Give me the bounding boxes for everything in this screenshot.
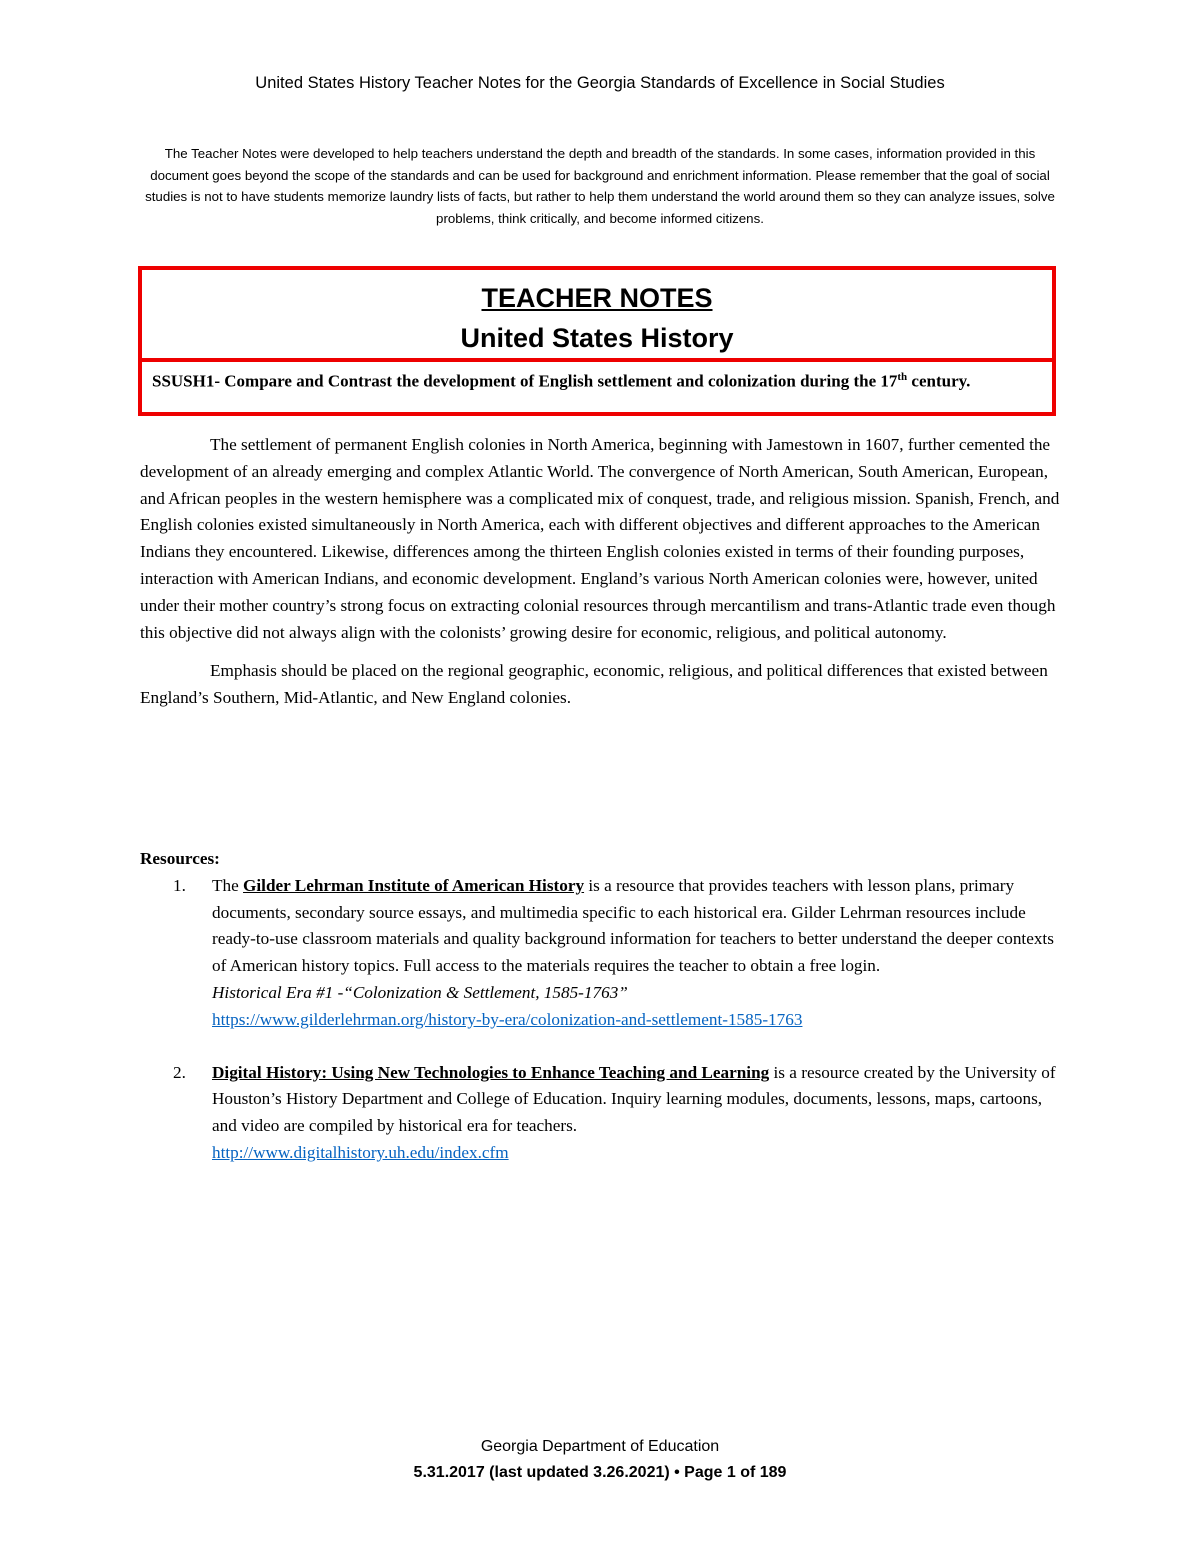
standard-superscript: th: [897, 371, 908, 383]
body-paragraph: Emphasis should be placed on the regional geographic, economic, religious, and political differences that existed between England’s Southern, Mid-Atlantic, and New England colonies.: [140, 661, 1048, 708]
resource-lead: The: [212, 875, 244, 895]
resource-number: 2.: [173, 1062, 186, 1082]
intro-paragraph: The Teacher Notes were developed to help teachers understand the depth and breadth of the standards. In some cases, information provided in this document goes beyond the scope of the standards and can be used for background and enrichment information. Please remember that the goal of social studies is not to have students memorize laundry lists of facts, but rather to help them understand the world around them so they can analyze issues, solve problems, think critically, and become informed citizens.: [145, 146, 1055, 226]
resource-era: Historical Era #1 -“Colonization & Settlement, 1585-1763”: [212, 982, 628, 1002]
resource-number: 1.: [173, 875, 186, 895]
body-paragraph: The settlement of permanent English colonies in North America, beginning with Jamestown in 1607, further cemented the development of an already emerging and complex Atlantic World. The convergence of North American, South American, European, and African peoples in the western hemisphere was a complicated mix of conquest, trade, and religious mission. Spanish, French, and English colonies existed simultaneously in North America, each with different objectives and different approaches to the American Indians they encountered. Likewise, differences among the thirteen English colonies existed in terms of their founding purposes, interaction with American Indians, and economic development. England’s various North American colonies were, however, united under their mother country’s strong focus on extracting colonial resources through mercantilism and trans-Atlantic trade even though this objective did not always align with the colonists’ growing desire for economic, religious, and political autonomy.: [140, 435, 1060, 642]
resources-list: [140, 873, 1060, 1167]
page-footer: [0, 1434, 1200, 1486]
footer-org: Georgia Department of Education: [480, 1438, 720, 1455]
resource-link[interactable]: https://www.gilderlehrman.org/history-by-era/colonization-and-settlement-1585-1763: [212, 1009, 803, 1029]
notes-subtitle: United States History: [460, 323, 734, 353]
resources-section: [140, 846, 1060, 1193]
notes-title: TEACHER NOTES: [481, 283, 713, 313]
standard-text: SSUSH1- Compare and Contrast the development of English settlement and colonization during the 17: [152, 371, 898, 391]
resources-heading: Resources:: [140, 849, 220, 868]
resource-description: is a resource created by the University of Houston’s History Department and College of Education. Inquiry learning modules, documents, lessons, maps, cartoons, and video are compiled by historical era for teachers.: [212, 1062, 1056, 1136]
footer-page-info: 5.31.2017 (last updated 3.26.2021) • Page 1 of 189: [413, 1464, 787, 1481]
resource-link[interactable]: http://www.digitalhistory.uh.edu/index.cfm: [212, 1142, 509, 1162]
box-divider: [142, 358, 1052, 362]
resource-name: Gilder Lehrman Institute of American History: [243, 875, 585, 895]
standard-text-end: century.: [907, 371, 971, 391]
resource-name: Digital History: Using New Technologies to Enhance Teaching and Learning: [212, 1062, 770, 1082]
teacher-notes-box: [138, 266, 1056, 416]
resource-item: [140, 1060, 1060, 1167]
standard-statement: [152, 365, 1042, 394]
body-text: [140, 432, 1060, 724]
resource-item: [140, 873, 1060, 1034]
resource-description: is a resource that provides teachers with lesson plans, primary documents, secondary source essays, and multimedia specific to each historical era. Gilder Lehrman resources include ready-to-use classroom materials and quality background information for teachers to better understand the deeper contexts of American history topics. Full access to the materials requires the teacher to obtain a free login.: [212, 875, 1054, 976]
page-header: United States History Teacher Notes for the Georgia Standards of Excellence in Social Studies: [255, 74, 945, 92]
